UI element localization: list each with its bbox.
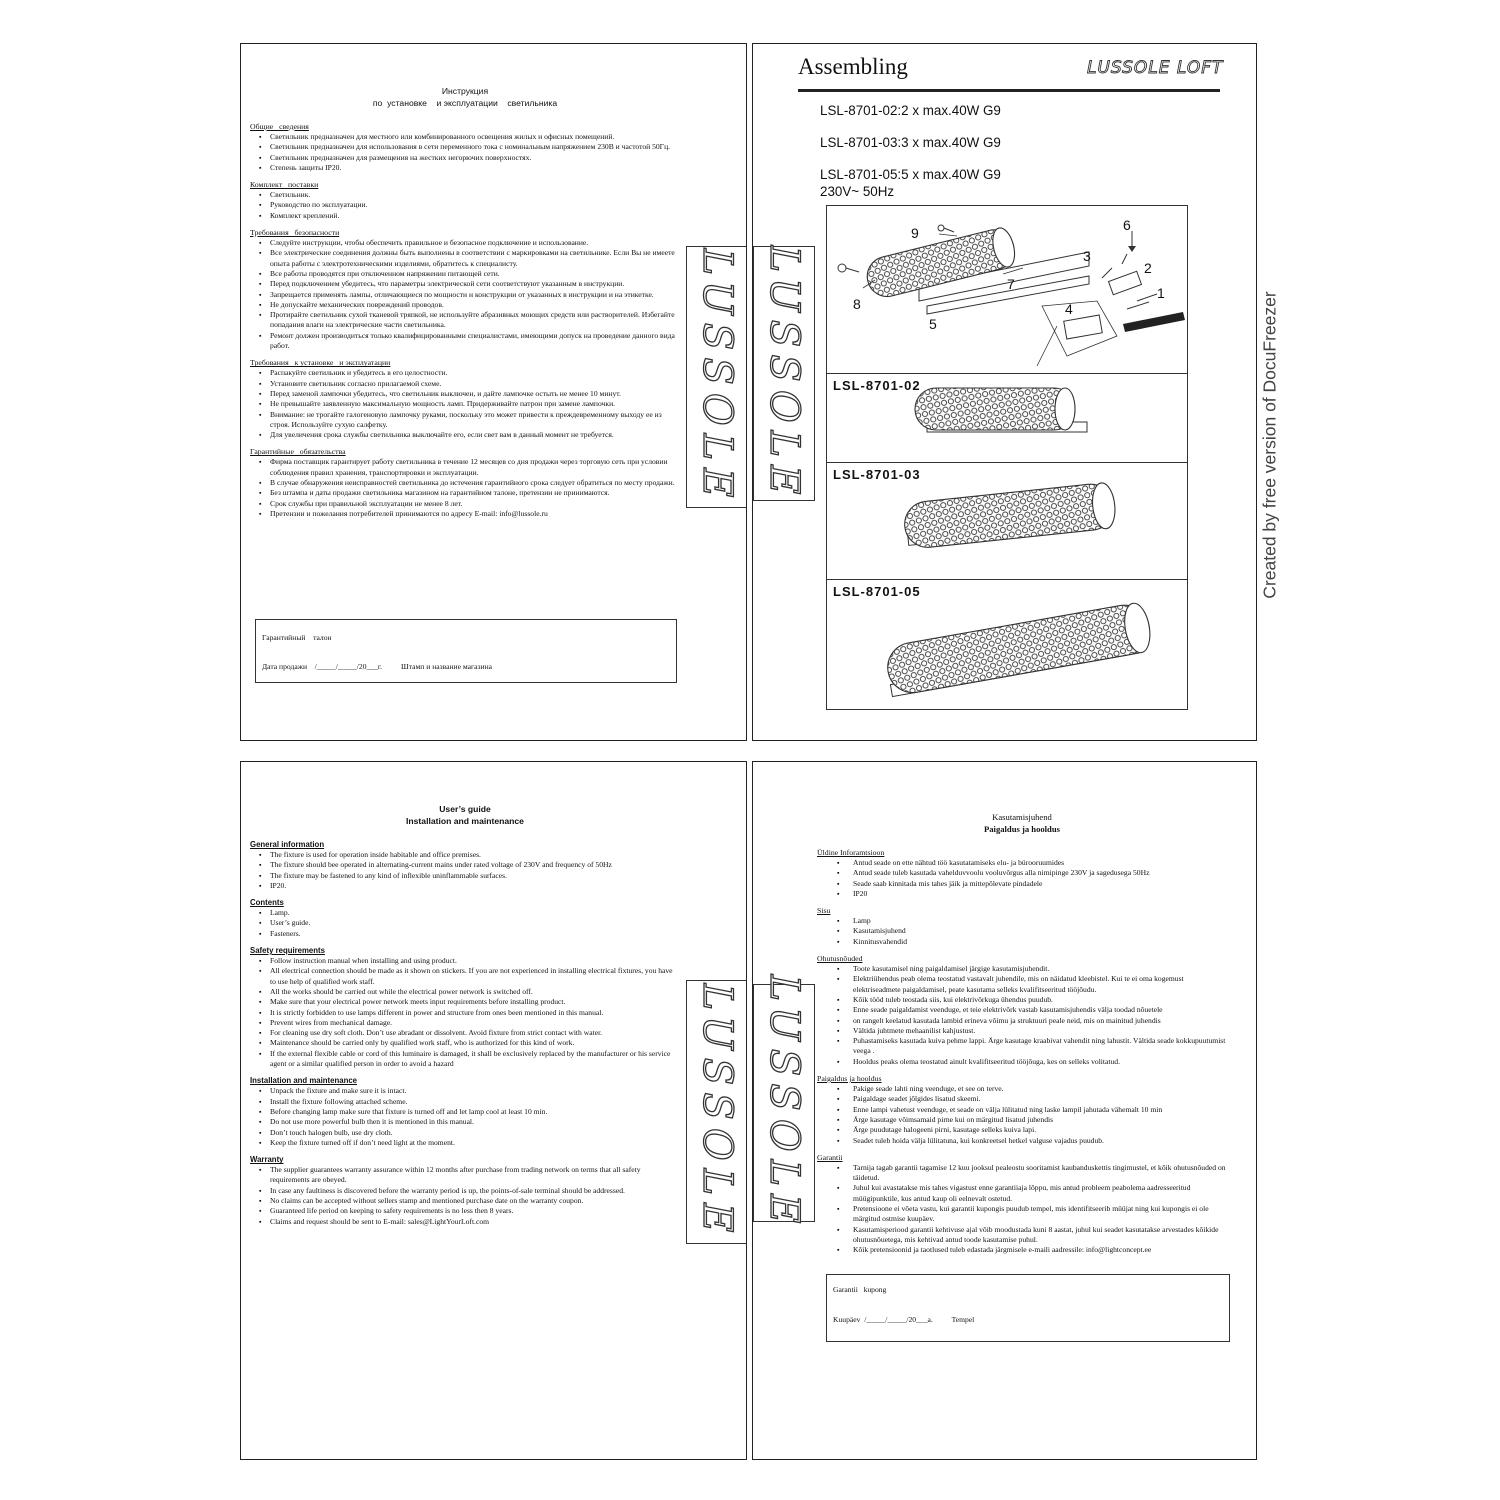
bullet-item: ▪ User’s guide.: [262, 918, 680, 928]
russian-sections: [250, 121, 680, 519]
page-assembling: [752, 43, 1257, 741]
bullet-item: ▪ Ремонт должен производиться только квалифицированными специалистами, имеющими допуск на проведение данного вида работ.: [262, 331, 680, 352]
section-items: [250, 368, 680, 440]
bullet-item: ▪ В случае обнаружения неисправностей светильника до истечения гарантийного срока следует обратиться по месту продажи.: [262, 478, 680, 488]
doc-section: [817, 953, 1227, 1067]
bullet-item: ▪ Установите светильник согласно прилагаемой схеме.: [262, 379, 680, 389]
doc-section: [250, 1075, 680, 1148]
section-items: [250, 132, 680, 173]
callout-4: 4: [1065, 301, 1073, 317]
estonian-manual-body: [817, 812, 1227, 1262]
bullet-item: ▪ Ärge kasutage võimsamaid pirne kui on märgitud lisatud juhendis: [837, 1115, 1227, 1125]
section-items: [817, 1084, 1227, 1146]
bullet-item: ▪ Pakige seade lahti ning veenduge, et see on terve.: [837, 1084, 1227, 1094]
section-items: [817, 1163, 1227, 1256]
bullet-item: ▪ Lamp: [837, 916, 1227, 926]
section-items: [250, 1086, 680, 1148]
callout-2: 2: [1144, 260, 1152, 276]
section-items: [250, 850, 680, 891]
estonian-title: [817, 812, 1227, 835]
doc-section: [250, 179, 680, 221]
coupon-line-et: Kuupäev /_____/_____/20___a. Tempel: [833, 1315, 975, 1324]
bullet-item: ▪ Follow instruction manual when installing and using product.: [262, 956, 680, 966]
spec-line: LSL-8701-03:3 x max.40W G9: [820, 135, 1001, 150]
section-heading: Sisu: [817, 906, 831, 916]
bullet-item: ▪ on rangelt keelatud kasutada lambid erineva võimu ja struktuuri peale neid, mis on mainitud juhendis: [837, 1016, 1227, 1026]
model-label: LSL-8701-05: [833, 584, 921, 599]
model-row-03: [827, 462, 1187, 579]
section-items: [250, 1165, 680, 1227]
bullet-item: ▪ No claims can be accepted without sellers stamp and mentioned purchase date on the warranty coupon.: [262, 1196, 680, 1206]
callout-7: 7: [1007, 276, 1015, 292]
brand-logo: LUSSOLE LOFT: [1087, 58, 1224, 78]
bullet-item: ▪ The fixture is used for operation inside habitable and office premises.: [262, 850, 680, 860]
bullet-item: ▪ Kõik pretensioonid ja taotlused tuleb edastada järgmisele e-maili aadressile: info@lightconcept.ee: [837, 1245, 1227, 1255]
model-label: LSL-8701-03: [833, 467, 921, 482]
bullet-item: ▪ Комплект креплений.: [262, 211, 680, 221]
bullet-item: ▪ Kasutamisperiood garantii kehtivuse ajal võib moodustada kuni 8 aastat, juhul kui seadet kasutatakse arvestades kõikide ohutusnõuetega, mis kehtivad antud toode kasutamise puhul.: [837, 1225, 1227, 1246]
bullet-item: ▪ Светильник.: [262, 190, 680, 200]
english-title-line1: User’s guide: [439, 804, 491, 814]
russian-manual-body: [250, 86, 680, 525]
doc-section: [817, 905, 1227, 947]
bullet-item: ▪ Enne seade paigaldamist veenduge, et teie elektrivõrk vastab kasutamisjuhendis välja toodad nõuetele: [837, 1005, 1227, 1015]
coupon-title-et: Garantii kupong: [833, 1285, 887, 1294]
lamp-02-drawing: [827, 374, 1187, 462]
bullet-item: ▪ Fasteners.: [262, 929, 680, 939]
bullet-item: ▪ Tarnija tagab garantii tagamise 12 kuu jooksul pealeostu sooritamist kaubanduskettis tingimustel, et kõik ohutusnõuded on täidetud.: [837, 1163, 1227, 1184]
doc-section: [250, 357, 680, 440]
callout-8: 8: [853, 296, 861, 312]
callout-9: 9: [911, 225, 919, 241]
bullet-item: ▪ Kasutamisjuhend: [837, 926, 1227, 936]
bullet-item: ▪ Светильник предназначен для размещения на жестких негорючих поверхностях.: [262, 153, 680, 163]
spec-line: LSL-8701-05:5 x max.40W G9: [820, 167, 1001, 182]
bullet-item: ▪ Puhastamiseks kasutada kuiva pehme lappi. Ärge kasutage kraabivat vahendit ning lahustit. Vältida seade kokkupuutumist veega .: [837, 1036, 1227, 1057]
bullet-item: ▪ Vältida juhtmete mehaanilist kahjustust.: [837, 1026, 1227, 1036]
bullet-item: ▪ Keep the fixture turned off if don’t need light at the moment.: [262, 1138, 680, 1148]
model-row-05: [827, 579, 1187, 710]
russian-title: [250, 86, 680, 109]
coupon-line-ru: Дата продажи /_____/_____/20___г. Штамп и название магазина: [262, 662, 492, 671]
bullet-item: ▪ Не превышайте заявленную максимальную мощность ламп. Придерживайте патрон при замене лампочки.: [262, 399, 680, 409]
english-guide-body: [250, 804, 680, 1233]
lamp-03-drawing: [827, 463, 1187, 579]
doc-section: [250, 1154, 680, 1227]
bullet-item: ▪ IP20: [837, 889, 1227, 899]
lussole-logo: LUSSOLE: [694, 248, 740, 506]
russian-title-line1: Инструкция: [441, 86, 489, 96]
bullet-item: ▪ Ärge puudutage halogeeni pirni, kasutage selleks kuiva lapi.: [837, 1125, 1227, 1135]
bullet-item: ▪ Kinnitusvahendid: [837, 937, 1227, 947]
bullet-item: ▪ Seade saab kinnitada mis tahes jäik ja mittepõlevate pindadele: [837, 879, 1227, 889]
callout-6: 6: [1123, 217, 1131, 233]
lussole-logo: LUSSOLE: [694, 983, 740, 1241]
doc-section: [250, 446, 680, 519]
bullet-item: ▪ Enne lampi vahetust veenduge, et seade on välja lülitatud ning laske lampil jahutada vähemalt 10 min: [837, 1105, 1227, 1115]
bullet-item: ▪ For cleaning use dry soft cloth. Don’t use abradant or dissolvent. Avoid fixture from strict contact with water.: [262, 1028, 680, 1038]
bullet-item: ▪ Paigaldage seadet jõlgides lisatud skeemi.: [837, 1094, 1227, 1104]
bullet-item: ▪ Lamp.: [262, 908, 680, 918]
lussole-logo-strip: [686, 980, 747, 1244]
bullet-item: ▪ Juhul kui avastatakse mis tahes vigastust enne garantiiaja lõppu, mis antud probleem peabolema aadresseeritud müügipunktile, kus antud kaup oli eelnevalt ostetud.: [837, 1183, 1227, 1204]
russian-title-line2: по установке и эксплуатации светильника: [372, 97, 558, 108]
bullet-item: ▪ All the works should be carried out while the electrical power network is switched off.: [262, 987, 680, 997]
section-heading: Installation and maintenance: [250, 1076, 358, 1086]
section-items: [250, 238, 680, 351]
bullet-item: ▪ Hooldus peaks olema teostatud ainult kvalifitseeritud tööjõuga, kes on selleks volitatud.: [837, 1057, 1227, 1067]
lussole-logo: LUSSOLE: [761, 245, 807, 502]
warranty-coupon-ru: [255, 619, 677, 683]
docufreezer-watermark: Created by free version of DocuFreezer: [1259, 291, 1280, 599]
estonian-title-line1: Kasutamisjuhend: [992, 812, 1052, 822]
lussole-logo-strip: [753, 246, 815, 501]
doc-section: [817, 1073, 1227, 1146]
section-heading: Гарантийные обязательства: [250, 447, 346, 457]
english-title: [250, 804, 680, 827]
bullet-item: ▪ Elektriühendus peab olema teostatud vastavalt juhendile, mis on näidatud kleebistel. Kui te ei oma kogemust elektriseadmete paigaldamisel, peate kasutama selleks kvalifitseeritud tööjõudu.: [837, 974, 1227, 995]
bullet-item: ▪ Претензии и пожелания потребителей принимаются по адресу E-mail: info@lussole.ru: [262, 509, 680, 519]
english-sections: [250, 839, 680, 1227]
bullet-item: ▪ IP20.: [262, 881, 680, 891]
bullet-item: ▪ Не допускайте механических повреждений проводов.: [262, 300, 680, 310]
doc-section: [817, 847, 1227, 899]
bullet-item: ▪ Все работы проводятся при отключенном напряжении питающей сети.: [262, 269, 680, 279]
bullet-item: ▪ Все электрические соединения должны быть выполнены в соответствии с маркировками на светильнике. Если Вы не имеете опыта работы с электротехническими изделиями, обратитесь к специалисту.: [262, 248, 680, 269]
section-heading: Garantii: [817, 1152, 843, 1162]
page-users-guide: [240, 761, 747, 1460]
bullet-item: ▪ Install the fixture following attached scheme.: [262, 1097, 680, 1107]
bullet-item: ▪ Срок службы при правильной эксплуатации не менее 8 лет.: [262, 499, 680, 509]
assembling-title: Assembling: [798, 54, 908, 79]
bullet-item: ▪ Перед подключением убедитесь, что параметры электрической сети соответствуют указанным в инструкции.: [262, 279, 680, 289]
bullet-item: ▪ The fixture may be fastened to any kind of inflexible uninflammable surfaces.: [262, 871, 680, 881]
bullet-item: ▪ Don’t touch halogen bulb, use dry cloth.: [262, 1128, 680, 1138]
bullet-item: ▪ Toote kasutamisel ning paigaldamisel järgige kasutamisjuhendit.: [837, 964, 1227, 974]
bullet-item: ▪ Claims and request should be sent to E-mail: sales@LightYourLoft.com: [262, 1217, 680, 1227]
section-items: [817, 858, 1227, 899]
title-rule: [798, 89, 1220, 92]
bullet-item: ▪ Перед заменой лампочки убедитесь, что светильник выключен, и дайте лампочке остыть не менее 10 минут.: [262, 389, 680, 399]
model-label: LSL-8701-02: [833, 378, 921, 393]
bullet-item: ▪ Протирайте светильник сухой тканевой тряпкой, не используйте абразивных моющих средств или растворителей. Избегайте попадания влаги на электрические части светильника.: [262, 310, 680, 331]
section-heading: Требования к установке и эксплуатации: [250, 358, 391, 368]
bullet-item: ▪ Распакуйте светильник и убедитесь в его целостности.: [262, 368, 680, 378]
section-heading: Safety requirements: [250, 946, 325, 956]
english-title-line2: Installation and maintenance: [406, 815, 524, 826]
bullet-item: ▪ Before changing lamp make sure that fixture is turned off and let lamp cool at least 10 min.: [262, 1107, 680, 1117]
bullet-item: ▪ Do not use more powerful bulb then it is mentioned in this manual.: [262, 1117, 680, 1127]
bullet-item: ▪ Seadet tuleb hoida välja lülitatuna, kui konkreetsel hetkel valguse vajadus puudub.: [837, 1136, 1227, 1146]
warranty-coupon-et: [826, 1274, 1230, 1342]
spec-line: LSL-8701-02:2 x max.40W G9: [820, 103, 1001, 118]
doc-section: [250, 839, 680, 891]
bullet-item: ▪ The supplier guarantees warranty assurance within 12 months after purchase from trading network on terms that all safety requirements are obeyed.: [262, 1165, 680, 1186]
bullet-item: ▪ In case any faultiness is discovered before the warranty period is up, the points-of-sale terminal should be addressed.: [262, 1186, 680, 1196]
callout-5: 5: [929, 316, 937, 332]
bullet-item: ▪ Maintenance should be carried only by qualified work staff, who is authorized for this kind of work.: [262, 1038, 680, 1048]
bullet-item: ▪ Make sure that your electrical power network meets input requirements before installing product.: [262, 997, 680, 1007]
doc-section: [250, 945, 680, 1069]
section-items: [250, 190, 680, 221]
section-heading: General information: [250, 840, 325, 849]
bullet-item: ▪ Prevent wires from mechanical damage.: [262, 1018, 680, 1028]
section-heading: Üldine Inforamtsioon: [817, 848, 885, 857]
lussole-logo: LUSSOLE: [761, 974, 807, 1232]
bullet-item: ▪ Без штампа и даты продажи светильника магазином на гарантийном талоне, претензии не принимаются.: [262, 488, 680, 498]
estonian-title-line2: Paigaldus ja hooldus: [984, 823, 1060, 834]
bullet-item: ▪ Pretensioone ei võeta vastu, kui garantii kupongis puudub tempel, mis identifitseerib müüjat ning kui kupongis ei ole märgitud ostmise kuupäev.: [837, 1204, 1227, 1225]
bullet-item: ▪ Guaranteed life period on keeping to safety requirements is no less then 8 years.: [262, 1206, 680, 1216]
callout-3: 3: [1083, 248, 1091, 264]
bullet-item: ▪ Светильник предназначен для использования в сети переменного тока с номинальным напряжением 230В и частотой 50Гц.: [262, 142, 680, 152]
bullet-item: ▪ Светильник предназначен для местного или комбинированного освещения жилых и офисных помещений.: [262, 132, 680, 142]
bullet-item: ▪ Руководство по эксплуатации.: [262, 200, 680, 210]
section-heading: Комплект поставки: [250, 180, 319, 190]
bullet-item: ▪ Kõik tööd tuleb teostada siis, kui elektrivõrkuga ühendus puudub.: [837, 995, 1227, 1005]
bullet-item: ▪ The fixture should bee operated in alternating-current mains under rated voltage of 230V and frequency of 50Hz: [262, 860, 680, 870]
coupon-title-ru: Гарантийный талон: [262, 633, 332, 642]
doc-section: [250, 897, 680, 939]
section-items: [250, 457, 680, 519]
model-row-02: [827, 373, 1187, 462]
section-items: [817, 964, 1227, 1067]
section-heading: Ohutusnõuded: [817, 954, 863, 964]
doc-section: [250, 121, 680, 173]
doc-section: [817, 1152, 1227, 1256]
lamp-05-drawing: [827, 580, 1187, 710]
bullet-item: ▪ Запрещается применять лампы, отличающиеся по мощности и конструкции от указанных в инструкции и на этикетке.: [262, 290, 680, 300]
bullet-item: ▪ It is strictly forbidden to use lamps different in power and structure from ones been mentioned in this manual.: [262, 1008, 680, 1018]
spec-voltage: 230V~ 50Hz: [820, 184, 895, 199]
section-items: [817, 916, 1227, 947]
lussole-logo-strip: [753, 974, 815, 1232]
section-heading: Общие сведения: [250, 122, 309, 131]
page-estonian-manual: [752, 761, 1257, 1460]
bullet-item: ▪ Внимание: не трогайте галогеновую лампочку руками, поскольку это может привести к преждевременному выходу ее из строя. Используйте сухую салфетку.: [262, 410, 680, 431]
bullet-item: ▪ Фирма поставщик гарантирует работу светильника в течение 12 месяцев со дня продажи через торговую сеть при условии соблюдения правил хранения, транспортировки и эксплуатации.: [262, 457, 680, 478]
page-russian-manual: [240, 43, 747, 741]
bullet-item: ▪ Для увеличения срока службы светильника выключайте его, если свет вам в данный момент не требуется.: [262, 430, 680, 440]
bullet-item: ▪ If the external flexible cable or cord of this luminaire is damaged, it shall be exclusively replaced by the manufacturer or his service agent or a similar qualified person in order to avoid a hazard: [262, 1049, 680, 1070]
callout-1: 1: [1157, 285, 1165, 301]
bullet-item: ▪ Степень защиты IP20.: [262, 163, 680, 173]
section-heading: Paigaldus ja hooldus: [817, 1074, 882, 1084]
doc-section: [250, 227, 680, 351]
estonian-sections: [817, 847, 1227, 1256]
bullet-item: ▪ Antud seade tuleb kasutada vahelduvvoolu vooluvõrgus alla nimipinge 230V ja sagedusega 50Hz: [837, 868, 1227, 878]
lussole-logo-strip: [686, 246, 747, 508]
section-items: [250, 908, 680, 939]
assembly-diagram: [826, 205, 1188, 710]
bullet-item: ▪ Следуйте инструкции, чтобы обеспечить правильное и безопасное подключение и использование.: [262, 238, 680, 248]
bullet-item: ▪ Unpack the fixture and make sure it is intact.: [262, 1086, 680, 1096]
section-items: [250, 956, 680, 1069]
bullet-item: ▪ Antud seade on ette nähtud töö kasutatamiseks elu- ja bürooruumides: [837, 858, 1227, 868]
bullet-item: ▪ All electrical connection should be made as it shown on stickers. If you are not experienced in installing electrical fixtures, you have to use help of qualified work staff.: [262, 966, 680, 987]
section-heading: Требования безопасности: [250, 228, 340, 238]
section-heading: Warranty: [250, 1155, 284, 1165]
section-heading: Contents: [250, 898, 284, 908]
